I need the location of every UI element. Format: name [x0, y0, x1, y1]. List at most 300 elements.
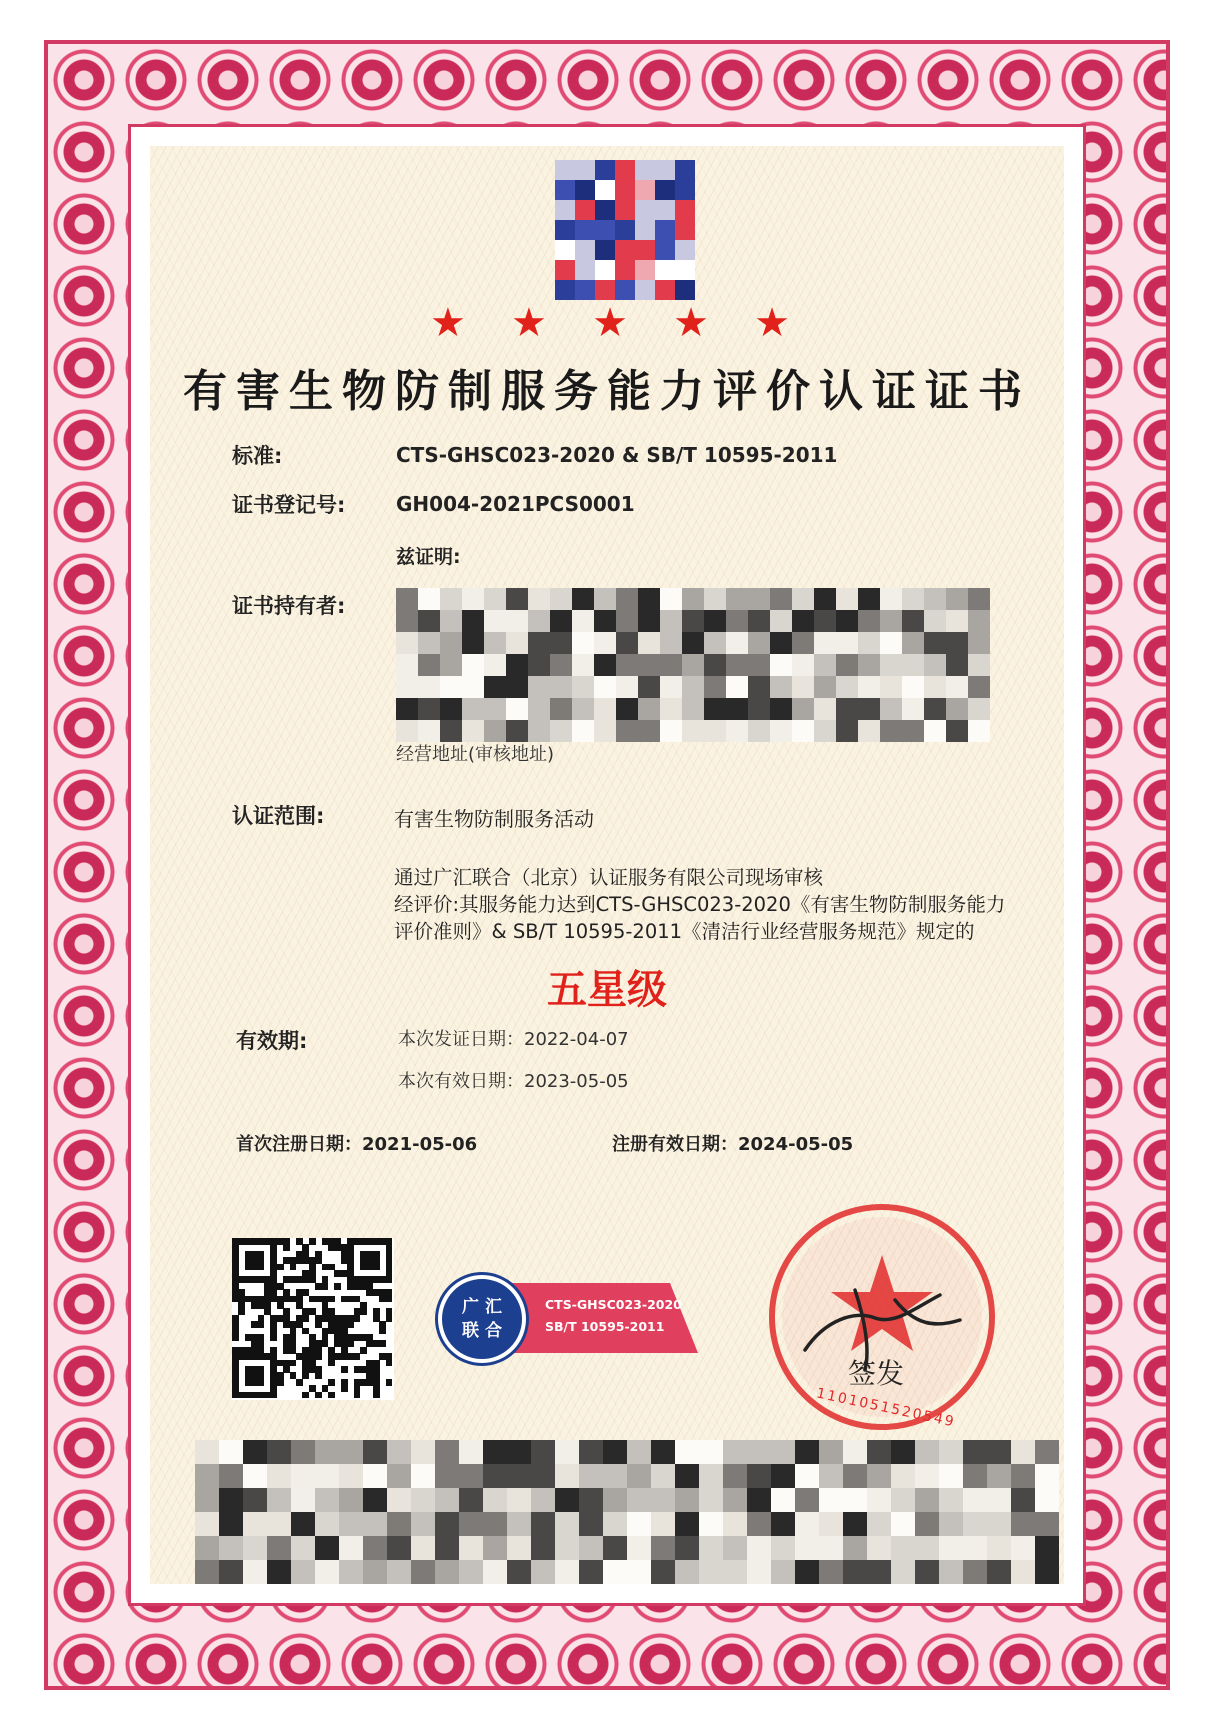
redaction-pixel: [836, 720, 858, 742]
redaction-pixel: [1011, 1464, 1035, 1488]
redaction-pixel: [795, 1560, 819, 1584]
redaction-pixel: [867, 1464, 891, 1488]
redaction-pixel: [572, 676, 594, 698]
redaction-pixel: [771, 1536, 795, 1560]
redaction-pixel: [594, 588, 616, 610]
redaction-pixel: [748, 610, 770, 632]
redaction-pixel: [987, 1488, 1011, 1512]
logo-pixel: [615, 280, 635, 300]
redaction-pixel: [315, 1560, 339, 1584]
redaction-pixel: [579, 1488, 603, 1512]
redaction-pixel: [531, 1488, 555, 1512]
redaction-pixel: [836, 654, 858, 676]
redaction-pixel: [726, 654, 748, 676]
redaction-pixel: [594, 720, 616, 742]
redaction-pixel: [880, 698, 902, 720]
redaction-pixel: [682, 654, 704, 676]
redaction-pixel: [418, 610, 440, 632]
qr-module: [386, 1315, 393, 1322]
redaction-pixel: [915, 1488, 939, 1512]
redaction-pixel: [219, 1512, 243, 1536]
redaction-pixel: [603, 1464, 627, 1488]
redaction-pixel: [363, 1464, 387, 1488]
qr-module: [379, 1328, 386, 1335]
qr-module: [270, 1392, 277, 1399]
redaction-pixel: [291, 1464, 315, 1488]
scope-value: 有害生物防制服务活动: [394, 807, 594, 831]
redaction-pixel: [387, 1464, 411, 1488]
logo-pixel: [655, 160, 675, 180]
redaction-pixel: [555, 1536, 579, 1560]
qr-module: [354, 1392, 361, 1399]
standard-label: 标准:: [232, 444, 283, 468]
redaction-pixel: [440, 676, 462, 698]
redaction-pixel: [836, 588, 858, 610]
qr-module: [258, 1321, 265, 1328]
redaction-pixel: [946, 632, 968, 654]
redaction-pixel: [748, 676, 770, 698]
qr-module: [386, 1360, 393, 1367]
redaction-pixel: [867, 1512, 891, 1536]
statement-line: 通过广汇联合（北京）认证服务有限公司现场审核: [394, 866, 824, 889]
issue-date: 本次发证日期：2022-04-07: [398, 1029, 629, 1050]
redaction-pixel: [550, 676, 572, 698]
redaction-pixel: [1011, 1440, 1035, 1464]
redaction-pixel: [946, 588, 968, 610]
redaction-pixel: [902, 676, 924, 698]
statement-line: 评价准则》& SB/T 10595-2011《清洁行业经营服务规范》规定的: [394, 920, 975, 943]
logo-pixel: [635, 280, 655, 300]
redaction-pixel: [814, 588, 836, 610]
redaction-pixel: [792, 654, 814, 676]
redaction-pixel: [387, 1512, 411, 1536]
redaction-pixel: [555, 1488, 579, 1512]
redaction-pixel: [795, 1488, 819, 1512]
logo-pixel: [575, 240, 595, 260]
redaction-pixel: [660, 720, 682, 742]
redaction-pixel: [880, 610, 902, 632]
qr-module: [283, 1244, 290, 1251]
redaction-pixel: [723, 1512, 747, 1536]
redaction-pixel: [915, 1440, 939, 1464]
cert-number-label: 证书登记号:: [232, 493, 346, 517]
redaction-pixel: [939, 1488, 963, 1512]
qr-module: [360, 1347, 367, 1354]
redaction-pixel: [939, 1560, 963, 1584]
redaction-pixel: [315, 1464, 339, 1488]
redaction-pixel: [195, 1560, 219, 1584]
redaction-pixel: [924, 698, 946, 720]
redaction-pixel: [963, 1488, 987, 1512]
logo-pixel: [615, 160, 635, 180]
qr-module: [277, 1264, 284, 1271]
redaction-pixel: [675, 1464, 699, 1488]
grade-level: 五星级: [547, 967, 667, 1013]
redaction-pixel: [968, 610, 990, 632]
qr-module: [347, 1321, 354, 1328]
redaction-pixel: [550, 610, 572, 632]
redaction-pixel: [396, 654, 418, 676]
redaction-pixel: [704, 676, 726, 698]
redaction-pixel: [858, 698, 880, 720]
logo-pixel: [615, 260, 635, 280]
redaction-pixel: [616, 676, 638, 698]
redaction-pixel: [506, 632, 528, 654]
logo-pixel: [595, 180, 615, 200]
redaction-pixel: [418, 632, 440, 654]
redaction-pixel: [243, 1440, 267, 1464]
redaction-pixel: [891, 1440, 915, 1464]
redaction-pixel: [638, 676, 660, 698]
redaction-pixel: [836, 610, 858, 632]
redaction-pixel: [814, 654, 836, 676]
redaction-pixel: [792, 610, 814, 632]
redaction-pixel: [411, 1560, 435, 1584]
redaction-pixel: [363, 1536, 387, 1560]
redaction-pixel: [858, 632, 880, 654]
audit-statement: [394, 864, 1054, 945]
logo-pixel: [635, 180, 655, 200]
redaction-pixel: [1035, 1536, 1059, 1560]
redaction-pixel: [616, 720, 638, 742]
redaction-pixel: [507, 1560, 531, 1584]
redaction-pixel: [726, 632, 748, 654]
logo-pixel: [655, 260, 675, 280]
logo-pixel: [655, 280, 675, 300]
logo-pixel: [555, 160, 575, 180]
redaction-pixel: [843, 1536, 867, 1560]
redaction-pixel: [968, 676, 990, 698]
qr-module: [341, 1385, 348, 1392]
redaction-pixel: [726, 698, 748, 720]
redaction-pixel: [550, 654, 572, 676]
redaction-pixel: [795, 1440, 819, 1464]
redaction-pixel: [880, 632, 902, 654]
redaction-pixel: [195, 1464, 219, 1488]
redaction-pixel: [462, 654, 484, 676]
redaction-pixel: [987, 1440, 1011, 1464]
redaction-pixel: [363, 1512, 387, 1536]
redaction-pixel: [484, 610, 506, 632]
redaction-pixel: [747, 1536, 771, 1560]
redaction-pixel: [770, 654, 792, 676]
redaction-pixel: [616, 654, 638, 676]
redaction-pixel: [339, 1536, 363, 1560]
redaction-pixel: [660, 654, 682, 676]
redaction-pixel: [843, 1488, 867, 1512]
redaction-pixel: [411, 1440, 435, 1464]
redaction-pixel: [843, 1440, 867, 1464]
redaction-pixel: [660, 610, 682, 632]
redaction-pixel: [363, 1440, 387, 1464]
redaction-pixel: [594, 632, 616, 654]
redaction-pixel: [819, 1440, 843, 1464]
redaction-pixel: [939, 1512, 963, 1536]
redaction-pixel: [836, 676, 858, 698]
redaction-pixel: [396, 588, 418, 610]
redaction-pixel: [603, 1440, 627, 1464]
redaction-pixel: [418, 654, 440, 676]
redaction-pixel: [627, 1440, 651, 1464]
redaction-pixel: [411, 1464, 435, 1488]
redaction-pixel: [819, 1512, 843, 1536]
redaction-pixel: [987, 1464, 1011, 1488]
logo-pixel: [655, 200, 675, 220]
redaction-pixel: [603, 1536, 627, 1560]
redaction-pixel: [315, 1488, 339, 1512]
logo-pixel: [575, 260, 595, 280]
redaction-pixel: [627, 1488, 651, 1512]
redaction-pixel: [1035, 1464, 1059, 1488]
redaction-pixel: [219, 1464, 243, 1488]
certifier-badge: [438, 1275, 526, 1363]
logo-pixel: [555, 240, 575, 260]
redaction-pixel: [858, 676, 880, 698]
redaction-pixel: [243, 1488, 267, 1512]
redaction-pixel: [219, 1488, 243, 1512]
redaction-pixel: [484, 654, 506, 676]
qr-module: [315, 1372, 322, 1379]
redaction-pixel: [902, 720, 924, 742]
logo-pixel: [555, 200, 575, 220]
redaction-pixel: [747, 1464, 771, 1488]
redaction-pixel: [902, 588, 924, 610]
redaction-pixel: [699, 1464, 723, 1488]
redaction-pixel: [747, 1512, 771, 1536]
redaction-pixel: [440, 698, 462, 720]
redaction-pixel: [1035, 1512, 1059, 1536]
star-icon: ★: [430, 300, 466, 346]
redaction-pixel: [483, 1440, 507, 1464]
redaction-pixel: [572, 588, 594, 610]
redaction-pixel: [726, 610, 748, 632]
qr-module: [322, 1283, 329, 1290]
redaction-pixel: [418, 676, 440, 698]
redaction-pixel: [440, 720, 462, 742]
redaction-pixel: [627, 1536, 651, 1560]
logo-pixel: [675, 260, 695, 280]
redaction-pixel: [291, 1536, 315, 1560]
redaction-pixel: [843, 1560, 867, 1584]
redaction-pixel: [924, 676, 946, 698]
redaction-pixel: [682, 632, 704, 654]
redaction-pixel: [963, 1464, 987, 1488]
redaction-pixel: [651, 1512, 675, 1536]
qr-module: [347, 1340, 354, 1347]
redaction-pixel: [946, 720, 968, 742]
address-label: 经营地址(审核地址): [396, 744, 555, 765]
redaction-pixel: [968, 632, 990, 654]
redaction-pixel: [396, 676, 418, 698]
logo-pixel: [575, 220, 595, 240]
redaction-pixel: [638, 654, 660, 676]
redaction-pixel: [627, 1464, 651, 1488]
qr-module: [290, 1360, 297, 1367]
badge-org-line: 联 合: [462, 1321, 502, 1341]
redaction-pixel: [682, 610, 704, 632]
qr-module: [354, 1315, 361, 1322]
redaction-pixel: [291, 1560, 315, 1584]
seal-number: 1101051520549: [814, 1385, 957, 1431]
redaction-pixel: [814, 720, 836, 742]
redaction-pixel: [243, 1560, 267, 1584]
redaction-pixel: [638, 588, 660, 610]
redaction-pixel: [675, 1488, 699, 1512]
redaction-pixel: [915, 1464, 939, 1488]
qr-code[interactable]: [232, 1238, 394, 1400]
redaction-pixel: [572, 654, 594, 676]
redaction-pixel: [483, 1536, 507, 1560]
redaction-pixel: [440, 632, 462, 654]
redaction-pixel: [675, 1560, 699, 1584]
redaction-pixel: [528, 588, 550, 610]
redaction-pixel: [531, 1536, 555, 1560]
redaction-pixel: [915, 1560, 939, 1584]
redaction-pixel: [291, 1488, 315, 1512]
redaction-pixel: [682, 698, 704, 720]
redaction-pixel: [418, 698, 440, 720]
redaction-pixel: [748, 632, 770, 654]
redaction-pixel: [579, 1440, 603, 1464]
logo-pixel: [575, 160, 595, 180]
redaction-pixel: [396, 698, 418, 720]
redaction-pixel: [462, 720, 484, 742]
redaction-pixel: [814, 610, 836, 632]
qr-module: [258, 1264, 265, 1271]
redaction-pixel: [638, 610, 660, 632]
logo-pixel: [595, 280, 615, 300]
redaction-pixel: [747, 1488, 771, 1512]
redaction-pixel: [1011, 1488, 1035, 1512]
redaction-pixel: [396, 720, 418, 742]
redaction-pixel: [968, 654, 990, 676]
redaction-pixel: [867, 1560, 891, 1584]
logo-pixel: [595, 260, 615, 280]
redaction-pixel: [915, 1512, 939, 1536]
qr-module: [386, 1379, 393, 1386]
redaction-pixel: [770, 676, 792, 698]
redaction-pixel: [819, 1488, 843, 1512]
redaction-pixel: [902, 610, 924, 632]
logo-pixel: [555, 180, 575, 200]
redaction-pixel: [747, 1560, 771, 1584]
redaction-pixel: [682, 676, 704, 698]
redaction-pixel: [699, 1536, 723, 1560]
redaction-pixel: [291, 1440, 315, 1464]
redaction-pixel: [579, 1464, 603, 1488]
redaction-pixel: [531, 1464, 555, 1488]
redaction-pixel: [506, 610, 528, 632]
qr-module: [277, 1379, 284, 1386]
qr-module: [373, 1392, 380, 1399]
logo-pixel: [595, 240, 615, 260]
qr-module: [270, 1334, 277, 1341]
redaction-pixel: [531, 1560, 555, 1584]
redaction-pixel: [651, 1440, 675, 1464]
redaction-pixel: [243, 1512, 267, 1536]
logo-pixel: [555, 220, 575, 240]
redaction-pixel: [819, 1464, 843, 1488]
redaction-pixel: [699, 1560, 723, 1584]
redaction-pixel: [616, 610, 638, 632]
redaction-pixel: [771, 1440, 795, 1464]
logo-pixel: [635, 200, 655, 220]
issue-sign-label: 签发: [848, 1357, 905, 1390]
redaction-pixel: [507, 1440, 531, 1464]
redaction-pixel: [939, 1536, 963, 1560]
redaction-pixel: [987, 1560, 1011, 1584]
redaction-pixel: [507, 1464, 531, 1488]
redaction-pixel: [462, 632, 484, 654]
redaction-pixel: [459, 1440, 483, 1464]
redaction-pixel: [858, 720, 880, 742]
redaction-pixel: [968, 698, 990, 720]
redaction-pixel: [267, 1512, 291, 1536]
redacted-footer: [195, 1440, 1045, 1580]
logo-pixel: [635, 260, 655, 280]
redaction-pixel: [555, 1464, 579, 1488]
redaction-pixel: [363, 1488, 387, 1512]
logo-pixel: [675, 240, 695, 260]
redaction-pixel: [946, 698, 968, 720]
redaction-pixel: [987, 1512, 1011, 1536]
redaction-pixel: [963, 1536, 987, 1560]
redaction-pixel: [387, 1488, 411, 1512]
redaction-pixel: [506, 654, 528, 676]
redaction-pixel: [638, 632, 660, 654]
redaction-pixel: [726, 588, 748, 610]
redaction-pixel: [483, 1512, 507, 1536]
redaction-pixel: [795, 1536, 819, 1560]
redaction-pixel: [723, 1440, 747, 1464]
redaction-pixel: [572, 632, 594, 654]
qr-module: [379, 1340, 386, 1347]
redaction-pixel: [195, 1536, 219, 1560]
redaction-pixel: [675, 1440, 699, 1464]
redaction-pixel: [891, 1488, 915, 1512]
redaction-pixel: [946, 654, 968, 676]
redaction-pixel: [219, 1560, 243, 1584]
logo-pixel: [615, 220, 635, 240]
redaction-pixel: [572, 720, 594, 742]
redaction-pixel: [771, 1464, 795, 1488]
redaction-pixel: [891, 1536, 915, 1560]
redaction-pixel: [858, 654, 880, 676]
redaction-pixel: [594, 610, 616, 632]
redaction-pixel: [675, 1536, 699, 1560]
redaction-pixel: [459, 1512, 483, 1536]
redaction-pixel: [770, 720, 792, 742]
redaction-pixel: [902, 654, 924, 676]
redaction-pixel: [550, 698, 572, 720]
qr-module: [296, 1379, 303, 1386]
redaction-pixel: [814, 698, 836, 720]
redaction-pixel: [506, 720, 528, 742]
redaction-pixel: [660, 588, 682, 610]
logo-pixel: [575, 200, 595, 220]
logo-pixel: [635, 240, 655, 260]
redaction-pixel: [435, 1464, 459, 1488]
redaction-pixel: [880, 588, 902, 610]
certifier-logo: [555, 160, 695, 300]
redaction-pixel: [459, 1488, 483, 1512]
redaction-pixel: [195, 1488, 219, 1512]
redaction-pixel: [528, 720, 550, 742]
redaction-pixel: [843, 1464, 867, 1488]
redaction-pixel: [770, 610, 792, 632]
qr-module: [354, 1353, 361, 1360]
redaction-pixel: [459, 1536, 483, 1560]
